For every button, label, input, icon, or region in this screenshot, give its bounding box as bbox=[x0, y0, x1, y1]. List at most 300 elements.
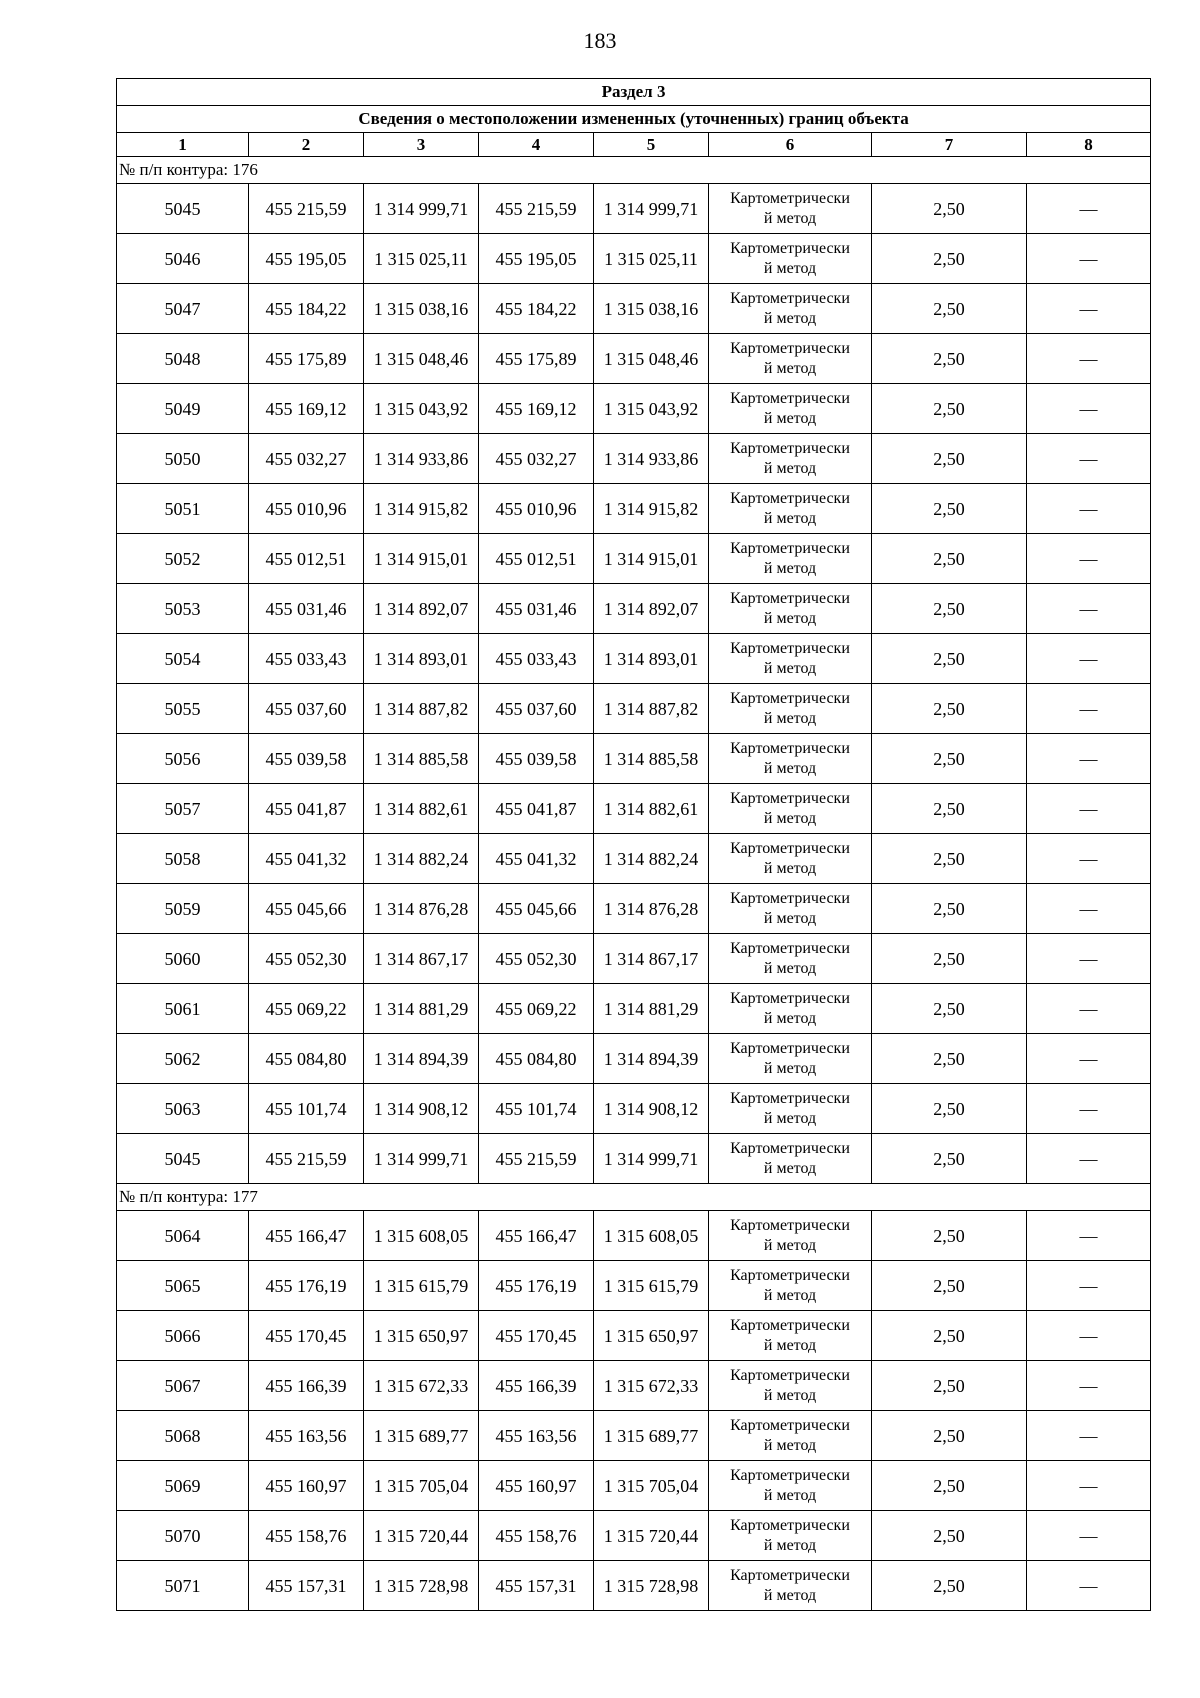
method-text-line1: Картометрически bbox=[730, 239, 850, 257]
table-row bbox=[117, 184, 1151, 234]
accuracy-cell: 2,50 bbox=[872, 184, 1027, 234]
method-text-line1: Картометрически bbox=[730, 589, 850, 607]
x-existing-cell: 455 031,46 bbox=[249, 584, 364, 634]
method-cell bbox=[709, 1084, 872, 1134]
method-text-line2: й метод bbox=[763, 1336, 817, 1354]
x-new-cell: 455 069,22 bbox=[479, 984, 594, 1034]
point-number-cell: 5047 bbox=[117, 284, 249, 334]
table-row bbox=[117, 1511, 1151, 1561]
table-row bbox=[117, 1261, 1151, 1311]
description-cell: — bbox=[1027, 1461, 1151, 1511]
method-text-line1: Картометрически bbox=[730, 689, 850, 707]
table-row bbox=[117, 684, 1151, 734]
table-row bbox=[117, 734, 1151, 784]
accuracy-cell: 2,50 bbox=[872, 1511, 1027, 1561]
description-cell: — bbox=[1027, 634, 1151, 684]
x-new-cell: 455 012,51 bbox=[479, 534, 594, 584]
accuracy-cell: 2,50 bbox=[872, 634, 1027, 684]
x-existing-cell: 455 041,32 bbox=[249, 834, 364, 884]
method-text-line2: й метод bbox=[763, 1286, 817, 1304]
method-text-line1: Картометрически bbox=[730, 739, 850, 757]
table-row bbox=[117, 534, 1151, 584]
x-existing-cell: 455 101,74 bbox=[249, 1084, 364, 1134]
accuracy-cell: 2,50 bbox=[872, 1034, 1027, 1084]
y-new-cell: 1 315 705,04 bbox=[594, 1461, 709, 1511]
description-cell: — bbox=[1027, 1511, 1151, 1561]
accuracy-cell: 2,50 bbox=[872, 884, 1027, 934]
table-row bbox=[117, 1211, 1151, 1261]
section-title: Раздел 3 bbox=[117, 79, 1151, 106]
method-text-line1: Картометрически bbox=[730, 839, 850, 857]
table-row bbox=[117, 984, 1151, 1034]
method-cell bbox=[709, 1361, 872, 1411]
description-cell: — bbox=[1027, 734, 1151, 784]
method-text-line1: Картометрически bbox=[730, 439, 850, 457]
method-text-line1: Картометрически bbox=[730, 1516, 850, 1534]
y-existing-cell: 1 315 048,46 bbox=[364, 334, 479, 384]
method-text-line1: Картометрически bbox=[730, 539, 850, 557]
method-text-line1: Картометрически bbox=[730, 1216, 850, 1234]
method-text-line2: й метод bbox=[763, 709, 817, 727]
table-row bbox=[117, 1134, 1151, 1184]
x-new-cell: 455 163,56 bbox=[479, 1411, 594, 1461]
method-text-line2: й метод bbox=[763, 459, 817, 477]
x-existing-cell: 455 045,66 bbox=[249, 884, 364, 934]
x-new-cell: 455 084,80 bbox=[479, 1034, 594, 1084]
table-row bbox=[117, 1311, 1151, 1361]
x-new-cell: 455 169,12 bbox=[479, 384, 594, 434]
accuracy-cell: 2,50 bbox=[872, 1361, 1027, 1411]
point-number-cell: 5055 bbox=[117, 684, 249, 734]
table-row bbox=[117, 434, 1151, 484]
method-cell bbox=[709, 984, 872, 1034]
description-cell: — bbox=[1027, 1134, 1151, 1184]
method-text-line2: й метод bbox=[763, 1109, 817, 1127]
method-text-line2: й метод bbox=[763, 959, 817, 977]
description-cell: — bbox=[1027, 1211, 1151, 1261]
x-new-cell: 455 101,74 bbox=[479, 1084, 594, 1134]
y-existing-cell: 1 315 608,05 bbox=[364, 1211, 479, 1261]
description-cell: — bbox=[1027, 384, 1151, 434]
description-cell: — bbox=[1027, 1261, 1151, 1311]
accuracy-cell: 2,50 bbox=[872, 1561, 1027, 1611]
y-existing-cell: 1 315 705,04 bbox=[364, 1461, 479, 1511]
y-existing-cell: 1 315 672,33 bbox=[364, 1361, 479, 1411]
y-existing-cell: 1 314 882,24 bbox=[364, 834, 479, 884]
y-existing-cell: 1 314 999,71 bbox=[364, 1134, 479, 1184]
x-new-cell: 455 045,66 bbox=[479, 884, 594, 934]
method-cell bbox=[709, 834, 872, 884]
table-row bbox=[117, 1411, 1151, 1461]
y-existing-cell: 1 314 876,28 bbox=[364, 884, 479, 934]
column-number: 2 bbox=[249, 133, 364, 157]
y-new-cell: 1 315 038,16 bbox=[594, 284, 709, 334]
table-row bbox=[117, 1361, 1151, 1411]
table-row bbox=[117, 584, 1151, 634]
y-new-cell: 1 314 881,29 bbox=[594, 984, 709, 1034]
x-existing-cell: 455 084,80 bbox=[249, 1034, 364, 1084]
x-new-cell: 455 041,32 bbox=[479, 834, 594, 884]
table-row bbox=[117, 834, 1151, 884]
accuracy-cell: 2,50 bbox=[872, 1311, 1027, 1361]
contour-row bbox=[117, 157, 1151, 184]
y-new-cell: 1 314 908,12 bbox=[594, 1084, 709, 1134]
y-existing-cell: 1 314 915,82 bbox=[364, 484, 479, 534]
y-new-cell: 1 314 915,01 bbox=[594, 534, 709, 584]
x-existing-cell: 455 157,31 bbox=[249, 1561, 364, 1611]
y-new-cell: 1 314 893,01 bbox=[594, 634, 709, 684]
x-new-cell: 455 033,43 bbox=[479, 634, 594, 684]
accuracy-cell: 2,50 bbox=[872, 434, 1027, 484]
table-row bbox=[117, 634, 1151, 684]
y-new-cell: 1 315 025,11 bbox=[594, 234, 709, 284]
y-new-cell: 1 314 999,71 bbox=[594, 184, 709, 234]
method-text-line2: й метод bbox=[763, 259, 817, 277]
column-number: 3 bbox=[364, 133, 479, 157]
table-row bbox=[117, 1084, 1151, 1134]
method-text-line1: Картометрически bbox=[730, 1039, 850, 1057]
accuracy-cell: 2,50 bbox=[872, 1261, 1027, 1311]
point-number-cell: 5057 bbox=[117, 784, 249, 834]
description-cell: — bbox=[1027, 184, 1151, 234]
y-existing-cell: 1 315 689,77 bbox=[364, 1411, 479, 1461]
x-existing-cell: 455 166,39 bbox=[249, 1361, 364, 1411]
y-new-cell: 1 315 720,44 bbox=[594, 1511, 709, 1561]
point-number-cell: 5045 bbox=[117, 184, 249, 234]
x-existing-cell: 455 041,87 bbox=[249, 784, 364, 834]
x-existing-cell: 455 033,43 bbox=[249, 634, 364, 684]
method-cell bbox=[709, 1034, 872, 1084]
point-number-cell: 5065 bbox=[117, 1261, 249, 1311]
y-existing-cell: 1 315 038,16 bbox=[364, 284, 479, 334]
point-number-cell: 5061 bbox=[117, 984, 249, 1034]
x-new-cell: 455 158,76 bbox=[479, 1511, 594, 1561]
y-new-cell: 1 314 882,24 bbox=[594, 834, 709, 884]
y-new-cell: 1 315 048,46 bbox=[594, 334, 709, 384]
y-existing-cell: 1 314 933,86 bbox=[364, 434, 479, 484]
x-new-cell: 455 195,05 bbox=[479, 234, 594, 284]
y-new-cell: 1 314 933,86 bbox=[594, 434, 709, 484]
description-cell: — bbox=[1027, 534, 1151, 584]
y-new-cell: 1 315 650,97 bbox=[594, 1311, 709, 1361]
method-cell bbox=[709, 584, 872, 634]
description-cell: — bbox=[1027, 1311, 1151, 1361]
method-cell bbox=[709, 934, 872, 984]
y-new-cell: 1 314 867,17 bbox=[594, 934, 709, 984]
accuracy-cell: 2,50 bbox=[872, 1411, 1027, 1461]
description-cell: — bbox=[1027, 684, 1151, 734]
y-new-cell: 1 314 876,28 bbox=[594, 884, 709, 934]
x-new-cell: 455 166,39 bbox=[479, 1361, 594, 1411]
y-existing-cell: 1 314 915,01 bbox=[364, 534, 479, 584]
accuracy-cell: 2,50 bbox=[872, 834, 1027, 884]
x-existing-cell: 455 052,30 bbox=[249, 934, 364, 984]
x-existing-cell: 455 010,96 bbox=[249, 484, 364, 534]
y-existing-cell: 1 314 894,39 bbox=[364, 1034, 479, 1084]
description-cell: — bbox=[1027, 234, 1151, 284]
x-new-cell: 455 052,30 bbox=[479, 934, 594, 984]
method-cell bbox=[709, 484, 872, 534]
accuracy-cell: 2,50 bbox=[872, 684, 1027, 734]
point-number-cell: 5069 bbox=[117, 1461, 249, 1511]
point-number-cell: 5066 bbox=[117, 1311, 249, 1361]
column-number: 1 bbox=[117, 133, 249, 157]
column-number: 5 bbox=[594, 133, 709, 157]
method-text-line1: Картометрически bbox=[730, 789, 850, 807]
x-new-cell: 455 175,89 bbox=[479, 334, 594, 384]
method-cell bbox=[709, 1461, 872, 1511]
method-text-line2: й метод bbox=[763, 509, 817, 527]
method-text-line1: Картометрически bbox=[730, 939, 850, 957]
accuracy-cell: 2,50 bbox=[872, 384, 1027, 434]
method-cell bbox=[709, 1561, 872, 1611]
page-number: 183 bbox=[583, 28, 617, 53]
y-existing-cell: 1 315 615,79 bbox=[364, 1261, 479, 1311]
method-text-line2: й метод bbox=[763, 1059, 817, 1077]
accuracy-cell: 2,50 bbox=[872, 784, 1027, 834]
description-cell: — bbox=[1027, 784, 1151, 834]
table-row bbox=[117, 334, 1151, 384]
method-cell bbox=[709, 1211, 872, 1261]
method-cell bbox=[709, 1511, 872, 1561]
x-existing-cell: 455 170,45 bbox=[249, 1311, 364, 1361]
boundary-table bbox=[116, 78, 1151, 1611]
x-existing-cell: 455 032,27 bbox=[249, 434, 364, 484]
method-text-line2: й метод bbox=[763, 1536, 817, 1554]
x-existing-cell: 455 215,59 bbox=[249, 184, 364, 234]
point-number-cell: 5058 bbox=[117, 834, 249, 884]
point-number-cell: 5048 bbox=[117, 334, 249, 384]
y-new-cell: 1 315 728,98 bbox=[594, 1561, 709, 1611]
method-cell bbox=[709, 684, 872, 734]
contour-row bbox=[117, 1184, 1151, 1211]
method-text-line1: Картометрически bbox=[730, 389, 850, 407]
x-existing-cell: 455 160,97 bbox=[249, 1461, 364, 1511]
method-text-line2: й метод bbox=[763, 309, 817, 327]
point-number-cell: 5054 bbox=[117, 634, 249, 684]
accuracy-cell: 2,50 bbox=[872, 734, 1027, 784]
method-cell bbox=[709, 234, 872, 284]
method-text-line2: й метод bbox=[763, 859, 817, 877]
method-text-line2: й метод bbox=[763, 1159, 817, 1177]
method-text-line1: Картометрически bbox=[730, 1566, 850, 1584]
description-cell: — bbox=[1027, 1411, 1151, 1461]
description-cell: — bbox=[1027, 484, 1151, 534]
table-title: Сведения о местоположении измененных (уточненных) границ объекта bbox=[117, 106, 1151, 133]
method-text-line2: й метод bbox=[763, 1009, 817, 1027]
point-number-cell: 5070 bbox=[117, 1511, 249, 1561]
accuracy-cell: 2,50 bbox=[872, 334, 1027, 384]
method-text-line1: Картометрически bbox=[730, 1089, 850, 1107]
table-row bbox=[117, 384, 1151, 434]
y-existing-cell: 1 315 720,44 bbox=[364, 1511, 479, 1561]
table-row bbox=[117, 284, 1151, 334]
method-text-line2: й метод bbox=[763, 359, 817, 377]
x-existing-cell: 455 012,51 bbox=[249, 534, 364, 584]
y-existing-cell: 1 315 650,97 bbox=[364, 1311, 479, 1361]
x-new-cell: 455 037,60 bbox=[479, 684, 594, 734]
y-existing-cell: 1 314 908,12 bbox=[364, 1084, 479, 1134]
table-row bbox=[117, 934, 1151, 984]
method-cell bbox=[709, 1134, 872, 1184]
method-text-line1: Картометрически bbox=[730, 1466, 850, 1484]
column-number: 8 bbox=[1027, 133, 1151, 157]
y-new-cell: 1 314 887,82 bbox=[594, 684, 709, 734]
x-new-cell: 455 184,22 bbox=[479, 284, 594, 334]
method-text-line2: й метод bbox=[763, 909, 817, 927]
method-cell bbox=[709, 1261, 872, 1311]
contour-label: № п/п контура: 176 bbox=[117, 157, 1151, 184]
x-new-cell: 455 031,46 bbox=[479, 584, 594, 634]
y-new-cell: 1 314 915,82 bbox=[594, 484, 709, 534]
x-existing-cell: 455 037,60 bbox=[249, 684, 364, 734]
table-row bbox=[117, 884, 1151, 934]
y-existing-cell: 1 315 728,98 bbox=[364, 1561, 479, 1611]
point-number-cell: 5050 bbox=[117, 434, 249, 484]
method-cell bbox=[709, 1311, 872, 1361]
method-text-line2: й метод bbox=[763, 559, 817, 577]
point-number-cell: 5053 bbox=[117, 584, 249, 634]
table-title-row bbox=[117, 106, 1151, 133]
column-number: 6 bbox=[709, 133, 872, 157]
x-new-cell: 455 157,31 bbox=[479, 1561, 594, 1611]
column-number: 7 bbox=[872, 133, 1027, 157]
x-new-cell: 455 010,96 bbox=[479, 484, 594, 534]
y-existing-cell: 1 315 025,11 bbox=[364, 234, 479, 284]
x-new-cell: 455 160,97 bbox=[479, 1461, 594, 1511]
y-existing-cell: 1 314 882,61 bbox=[364, 784, 479, 834]
x-new-cell: 455 215,59 bbox=[479, 184, 594, 234]
point-number-cell: 5052 bbox=[117, 534, 249, 584]
accuracy-cell: 2,50 bbox=[872, 1461, 1027, 1511]
method-text-line1: Картометрически bbox=[730, 1266, 850, 1284]
point-number-cell: 5063 bbox=[117, 1084, 249, 1134]
accuracy-cell: 2,50 bbox=[872, 1084, 1027, 1134]
method-cell bbox=[709, 284, 872, 334]
y-new-cell: 1 315 043,92 bbox=[594, 384, 709, 434]
description-cell: — bbox=[1027, 884, 1151, 934]
table-row bbox=[117, 1461, 1151, 1511]
description-cell: — bbox=[1027, 1561, 1151, 1611]
method-text-line2: й метод bbox=[763, 659, 817, 677]
x-new-cell: 455 032,27 bbox=[479, 434, 594, 484]
description-cell: — bbox=[1027, 1034, 1151, 1084]
x-existing-cell: 455 069,22 bbox=[249, 984, 364, 1034]
description-cell: — bbox=[1027, 984, 1151, 1034]
accuracy-cell: 2,50 bbox=[872, 584, 1027, 634]
point-number-cell: 5064 bbox=[117, 1211, 249, 1261]
description-cell: — bbox=[1027, 584, 1151, 634]
description-cell: — bbox=[1027, 334, 1151, 384]
section-title-row bbox=[117, 79, 1151, 106]
method-text-line1: Картометрически bbox=[730, 1316, 850, 1334]
x-new-cell: 455 215,59 bbox=[479, 1134, 594, 1184]
x-existing-cell: 455 039,58 bbox=[249, 734, 364, 784]
y-new-cell: 1 315 608,05 bbox=[594, 1211, 709, 1261]
x-new-cell: 455 039,58 bbox=[479, 734, 594, 784]
x-existing-cell: 455 169,12 bbox=[249, 384, 364, 434]
method-text-line1: Картометрически bbox=[730, 639, 850, 657]
point-number-cell: 5068 bbox=[117, 1411, 249, 1461]
column-number-row bbox=[117, 133, 1151, 157]
method-cell bbox=[709, 334, 872, 384]
method-cell bbox=[709, 784, 872, 834]
description-cell: — bbox=[1027, 834, 1151, 884]
method-text-line1: Картометрически bbox=[730, 989, 850, 1007]
y-existing-cell: 1 314 892,07 bbox=[364, 584, 479, 634]
method-text-line1: Картометрически bbox=[730, 189, 850, 207]
y-existing-cell: 1 314 867,17 bbox=[364, 934, 479, 984]
accuracy-cell: 2,50 bbox=[872, 934, 1027, 984]
method-text-line2: й метод bbox=[763, 1236, 817, 1254]
method-cell bbox=[709, 384, 872, 434]
column-number: 4 bbox=[479, 133, 594, 157]
y-existing-cell: 1 314 881,29 bbox=[364, 984, 479, 1034]
y-new-cell: 1 314 885,58 bbox=[594, 734, 709, 784]
y-new-cell: 1 314 999,71 bbox=[594, 1134, 709, 1184]
table-row bbox=[117, 1561, 1151, 1611]
y-existing-cell: 1 314 999,71 bbox=[364, 184, 479, 234]
method-text-line1: Картометрически bbox=[730, 1416, 850, 1434]
x-new-cell: 455 166,47 bbox=[479, 1211, 594, 1261]
description-cell: — bbox=[1027, 284, 1151, 334]
accuracy-cell: 2,50 bbox=[872, 234, 1027, 284]
x-existing-cell: 455 176,19 bbox=[249, 1261, 364, 1311]
point-number-cell: 5060 bbox=[117, 934, 249, 984]
method-cell bbox=[709, 884, 872, 934]
method-cell bbox=[709, 734, 872, 784]
x-existing-cell: 455 184,22 bbox=[249, 284, 364, 334]
description-cell: — bbox=[1027, 434, 1151, 484]
method-text-line2: й метод bbox=[763, 1386, 817, 1404]
point-number-cell: 5071 bbox=[117, 1561, 249, 1611]
x-existing-cell: 455 215,59 bbox=[249, 1134, 364, 1184]
x-existing-cell: 455 195,05 bbox=[249, 234, 364, 284]
method-text-line2: й метод bbox=[763, 1436, 817, 1454]
x-new-cell: 455 170,45 bbox=[479, 1311, 594, 1361]
y-new-cell: 1 314 894,39 bbox=[594, 1034, 709, 1084]
accuracy-cell: 2,50 bbox=[872, 284, 1027, 334]
method-text-line2: й метод bbox=[763, 1486, 817, 1504]
point-number-cell: 5059 bbox=[117, 884, 249, 934]
point-number-cell: 5067 bbox=[117, 1361, 249, 1411]
method-text-line1: Картометрически bbox=[730, 1139, 850, 1157]
x-existing-cell: 455 163,56 bbox=[249, 1411, 364, 1461]
description-cell: — bbox=[1027, 1361, 1151, 1411]
method-cell bbox=[709, 434, 872, 484]
y-existing-cell: 1 315 043,92 bbox=[364, 384, 479, 434]
method-text-line2: й метод bbox=[763, 409, 817, 427]
accuracy-cell: 2,50 bbox=[872, 1211, 1027, 1261]
description-cell: — bbox=[1027, 934, 1151, 984]
x-new-cell: 455 176,19 bbox=[479, 1261, 594, 1311]
method-text-line1: Картометрически bbox=[730, 489, 850, 507]
table-row bbox=[117, 784, 1151, 834]
y-new-cell: 1 315 672,33 bbox=[594, 1361, 709, 1411]
method-text-line2: й метод bbox=[763, 759, 817, 777]
y-new-cell: 1 315 615,79 bbox=[594, 1261, 709, 1311]
x-existing-cell: 455 175,89 bbox=[249, 334, 364, 384]
point-number-cell: 5045 bbox=[117, 1134, 249, 1184]
method-text-line2: й метод bbox=[763, 809, 817, 827]
accuracy-cell: 2,50 bbox=[872, 1134, 1027, 1184]
method-cell bbox=[709, 534, 872, 584]
accuracy-cell: 2,50 bbox=[872, 984, 1027, 1034]
method-text-line1: Картометрически bbox=[730, 339, 850, 357]
method-cell bbox=[709, 634, 872, 684]
y-new-cell: 1 314 882,61 bbox=[594, 784, 709, 834]
accuracy-cell: 2,50 bbox=[872, 534, 1027, 584]
